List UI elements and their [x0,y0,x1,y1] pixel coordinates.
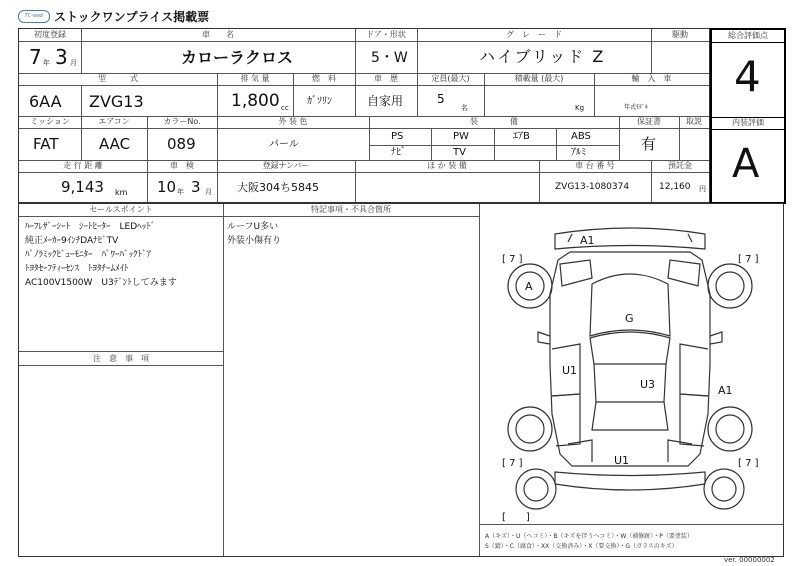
total-score: 4 [734,52,761,101]
header-door-type: ドア・形状 [366,30,406,39]
sales-point-item: 純正ﾒｰｶｰ9ｲﾝﾁDAﾅﾋﾞTV [25,236,119,246]
hood-shape [590,274,670,336]
equip-alumi: ｱﾙﾐ [571,147,586,158]
plate-value: 大阪304ち5845 [237,181,319,194]
door-type: 5・W [371,50,408,66]
header-load: 積載量 (最大) [514,74,564,83]
header-mileage: 走 行 距 離 [63,161,103,170]
bracket-rear-left: [ 7 ] [502,458,523,469]
mark-left-door: U1 [562,364,578,377]
roof-shape [594,364,666,402]
car-damage-diagram [480,204,782,524]
warranty-value: 有 [641,135,657,153]
sales-point-item: AC100V1500W U3ﾃﾞﾝﾄしてみます [25,278,177,288]
header-color-no: カラーNo. [163,117,201,126]
header-car-name: 車 名 [202,30,234,39]
model-code: ZVG13 [89,92,144,111]
category-value: 自家用 [367,94,404,108]
inspection-year-unit: 年 [177,188,184,196]
special-note-item: 外装小傷有り [227,236,282,246]
sales-points-list [25,220,177,290]
vehicle-info-table [18,28,710,203]
header-inspection: 車 検 [170,161,194,170]
header-grade: グ レ ー ド [506,30,562,39]
deposit-value: 12,160 [659,182,691,192]
header-plate: 登録ナンバー [262,161,310,170]
header-drive: 駆動 [672,30,688,39]
header-warranty: 保証書 [637,117,661,126]
mileage-unit: km [115,188,128,197]
model-prefix: 6AA [29,92,62,111]
reg-year-unit: 年 [43,59,50,67]
reg-year: 7 [29,45,42,69]
grade: ハイブリッド Z [479,47,606,66]
chassis-value: ZVG13-1080374 [555,182,630,192]
header-other-equip: ほ か 装 備 [427,161,467,170]
bracket-rear-right: [ 7 ] [738,458,759,469]
displacement-unit: cc [281,104,289,112]
header-capacity: 定員(最大) [431,74,470,83]
score-panel [710,28,786,204]
car-name: カローラクロス [181,48,294,67]
inspection-year: 10 [157,178,177,196]
header-sales-points: セールスポイント [89,205,153,214]
equip-ps: PS [391,131,404,142]
wheel-front-right [708,264,752,308]
header-interior-score: 内装評価 [732,118,764,127]
capacity-value: 5 [437,92,445,106]
mark-right-door: A1 [718,384,733,397]
special-note-item: ルーフU多い [227,222,279,232]
load-unit: Kg [575,104,585,112]
color-no-value: 089 [167,135,196,153]
header-import: 輸 入 車 [631,74,672,83]
bracket-bottom: [ ] [502,512,530,523]
header-category: 車 歴 [374,74,398,83]
inspection-month: 3 [191,178,201,196]
car-body-shape [550,252,710,466]
capacity-unit: 名 [461,104,468,112]
header-displacement: 排 気 量 [240,74,270,83]
legend-line-2: S（錆）・C（腐食）・XX（交換済み）・X（要交換）・G（ガラスのキズ） [485,543,678,550]
header-special-notes: 特記事項・不具合箇所 [311,205,391,214]
header-fuel: 燃 料 [312,74,336,83]
header-deposit: 預託金 [668,161,692,170]
special-notes-list [227,220,281,248]
interior-score: A [732,141,760,187]
sales-point-item: ﾊｰﾌﾚｻﾞｰｼｰﾄ ｼｰﾄﾋｰﾀｰ LEDﾍｯﾄﾞ [25,222,156,232]
header-equip: 装 備 [470,117,518,126]
mark-roof: U3 [640,378,656,391]
model-year-label: 年式ﾓﾃﾞﾙ [624,104,649,111]
mark-front-bumper: A1 [580,234,595,247]
header-caution: 注 意 事 項 [93,354,149,363]
header-manual: 取説 [686,117,702,126]
header-mission: ミッション [30,117,70,126]
reg-month-unit: 月 [70,59,77,67]
notes-section [18,203,784,557]
header-model: 型 式 [98,74,138,83]
bracket-front-left: [ 7 ] [502,254,523,265]
legend-line-1: A（キズ）・U（ヘコミ）・B（キズを伴うヘコミ）・W（補修跡）・P（要塗装） [485,533,693,540]
equip-airbag: ｴｱB [513,131,530,142]
displacement-value: 1,800 [231,91,280,111]
mileage-value: 9,143 [61,178,104,196]
header-exterior: 外 装 色 [278,117,308,126]
equip-tv: TV [453,147,466,158]
sales-point-item: ﾄﾖﾀｾｰﾌﾃｨｰｾﾝｽ ﾄﾖﾀﾁｰﾑﾒｲﾄ [25,264,129,274]
wheel-rear-right [708,407,752,451]
bracket-front-right: [ 7 ] [738,254,759,265]
header-chassis: 車 台 番 号 [575,161,615,170]
fuel-value: ｶﾞｿﾘﾝ [307,96,332,107]
equip-navi: ﾅﾋﾞ [391,147,406,158]
exterior-value: パール [269,139,299,150]
equip-abs: ABS [571,131,591,142]
version-label: ver. 00000002 [724,556,775,564]
deposit-unit: 円 [699,185,706,193]
inspection-month-unit: 月 [205,188,212,196]
header-total-score: 総合評価点 [728,31,768,40]
sales-point-item: ﾊﾟﾉﾗﾐｯｸﾋﾞｭｰﾓﾆﾀｰ ﾊﾟﾜｰﾊﾞｯｸﾄﾞｱ [25,250,152,260]
header-aircon: エアコン [98,117,130,126]
rear-bumper-shape [555,472,705,490]
wheel-rear-left [508,407,552,451]
front-bumper-shape [555,228,705,249]
tc-web-logo: TC-web [18,10,50,23]
header-first-reg: 初度登録 [34,30,66,39]
equip-pw: PW [453,131,469,142]
mark-hood: G [625,312,634,325]
reg-month: 3 [55,45,68,69]
mission-value: FAT [33,135,59,153]
mark-front-left-wheel: A [525,280,533,293]
document-title: ストックワンプライス掲載票 [54,10,210,24]
aircon-value: AAC [99,135,131,153]
mark-rear: U1 [614,454,630,467]
